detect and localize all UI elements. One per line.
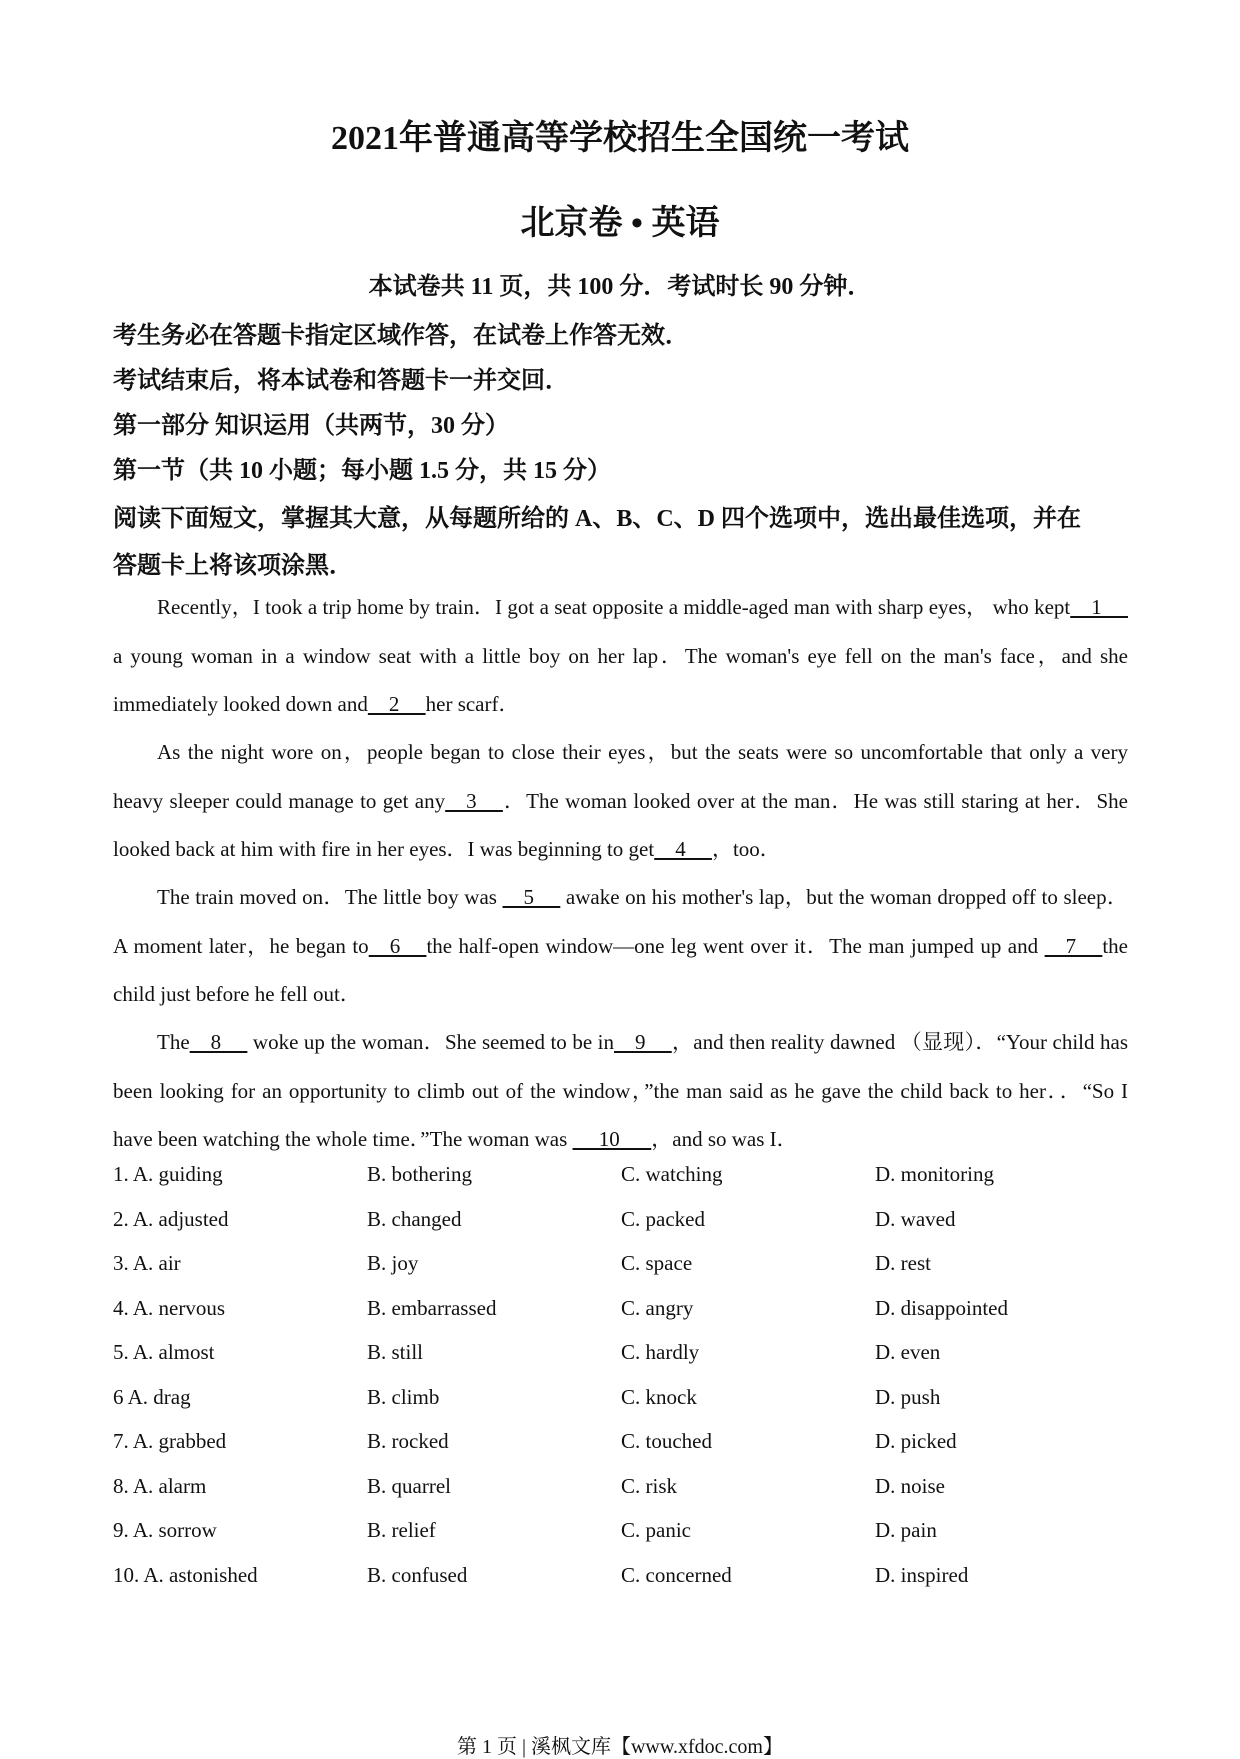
question-row <box>113 1429 1133 1459</box>
question-row <box>113 1474 1133 1504</box>
blank-6: 6 <box>368 933 427 958</box>
option-d: D. rest <box>875 1251 931 1275</box>
page-footer: 第 1 页 | 溪枫文库【www.xfdoc.com】 <box>456 1736 783 1758</box>
instruction-2: 考试结束后，将本试卷和答题卡一并交回． <box>113 368 569 394</box>
option-b: B. changed <box>367 1207 462 1231</box>
blank-10: 10 <box>572 1127 652 1151</box>
blank-2: 2 <box>367 692 426 716</box>
option-a: 7. A. grabbed <box>113 1429 227 1453</box>
blank-8: 8 <box>189 1030 248 1054</box>
option-a: 4. A. nervous <box>113 1296 225 1320</box>
option-b: B. embarrassed <box>367 1296 497 1320</box>
option-c: C. panic <box>621 1518 691 1542</box>
option-a: 10. A. astonished <box>113 1563 258 1587</box>
option-c: C. hardly <box>621 1340 700 1364</box>
instruction-1: 考生务必在答题卡指定区域作答，在试卷上作答无效． <box>113 323 689 349</box>
option-b: B. quarrel <box>367 1474 451 1498</box>
question-row <box>113 1207 1133 1237</box>
option-b: B. bothering <box>367 1162 472 1186</box>
blank-1: 1 <box>1070 595 1128 619</box>
option-b: B. confused <box>367 1563 468 1587</box>
option-a: 5. A. almost <box>113 1340 215 1364</box>
blank-3: 3 <box>445 788 503 813</box>
question-row <box>113 1518 1133 1548</box>
option-a: 9. A. sorrow <box>113 1518 217 1542</box>
question-row <box>113 1563 1133 1593</box>
option-b: B. joy <box>367 1251 419 1275</box>
question-row <box>113 1385 1133 1415</box>
blank-4: 4 <box>654 837 712 861</box>
question-row <box>113 1340 1133 1370</box>
option-c: C. space <box>621 1251 693 1275</box>
blank-5: 5 <box>502 885 561 909</box>
option-c: C. risk <box>621 1474 678 1498</box>
option-c: C. knock <box>621 1385 697 1409</box>
passage-paragraph-3: The train moved on．The little boy was 5 awake on his mother's lap，but the woman dropped off to sleep．A moment later，he began to 6 the half-open window—one leg went over it．The man jumped up and 7 the child just before he fell out． <box>113 873 1128 1019</box>
option-b: B. rocked <box>367 1429 449 1453</box>
section-heading: 第一部分 知识运用（共两节，30 分） <box>113 413 509 439</box>
option-d: D. pain <box>875 1518 937 1542</box>
option-b: B. still <box>367 1340 424 1364</box>
option-b: B. relief <box>367 1518 436 1542</box>
option-d: D. monitoring <box>875 1162 994 1186</box>
passage-paragraph-4: The 8 woke up the woman．She seemed to be in 9 ，and then reality dawned （显现）．“Your child has been looking for an opportunity to climb out of the window，”the man said as he gave the child back to her．．“So I have been watching the whole time．”The woman was 10 ，and so was I． <box>113 1018 1128 1164</box>
exam-info: 本试卷共 11 页，共 100 分．考试时长 90 分钟． <box>368 274 872 300</box>
passage-paragraph-2: As the night wore on，people began to close their eyes，but the seats were so uncomfortable that only a very heavy sleeper could manage to get any 3 ．The woman looked over at the man．He was still staring at her．She looked back at him with fire in her eyes．I was beginning to get 4 ，too． <box>113 728 1128 874</box>
option-a: 3. A. air <box>113 1251 181 1275</box>
option-c: C. touched <box>621 1429 712 1453</box>
option-d: D. push <box>875 1385 941 1409</box>
option-d: D. even <box>875 1340 941 1364</box>
directions-line-1: 阅读下面短文，掌握其大意，从每题所给的 A、B、C、D 四个选项中，选出最佳选项，并在 <box>113 506 1082 532</box>
question-row <box>113 1296 1133 1326</box>
question-row <box>113 1162 1133 1192</box>
option-d: D. picked <box>875 1429 957 1453</box>
option-c: C. packed <box>621 1207 705 1231</box>
option-d: D. noise <box>875 1474 945 1498</box>
directions-line-2: 答题卡上将该项涂黑． <box>113 553 353 579</box>
blank-9: 9 <box>614 1030 672 1054</box>
option-a: 1. A. guiding <box>113 1162 223 1186</box>
question-row <box>113 1251 1133 1281</box>
option-c: C. watching <box>621 1162 723 1186</box>
option-c: C. angry <box>621 1296 694 1320</box>
option-d: D. inspired <box>875 1563 969 1587</box>
passage-paragraph-1: Recently，I took a trip home by train．I got a seat opposite a middle-aged man with sharp eyes， who kept 1 a young woman in a window seat with a little boy on her lap．The woman's eye fell on the man's face，and she immediately looked down and 2 her scarf． <box>113 583 1128 729</box>
option-d: D. waved <box>875 1207 956 1231</box>
option-d: D. disappointed <box>875 1296 1008 1320</box>
option-b: B. climb <box>367 1385 440 1409</box>
option-a: 8. A. alarm <box>113 1474 207 1498</box>
option-c: C. concerned <box>621 1563 732 1587</box>
option-a: 6 A. drag <box>113 1385 191 1409</box>
exam-title: 2021年普通高等学校招生全国统一考试 <box>331 120 909 157</box>
option-a: 2. A. adjusted <box>113 1207 229 1231</box>
exam-subtitle: 北京卷 • 英语 <box>520 205 720 242</box>
blank-7: 7 <box>1044 933 1103 958</box>
subsection-heading: 第一节（共 10 小题；每小题 1.5 分，共 15 分） <box>113 458 611 484</box>
